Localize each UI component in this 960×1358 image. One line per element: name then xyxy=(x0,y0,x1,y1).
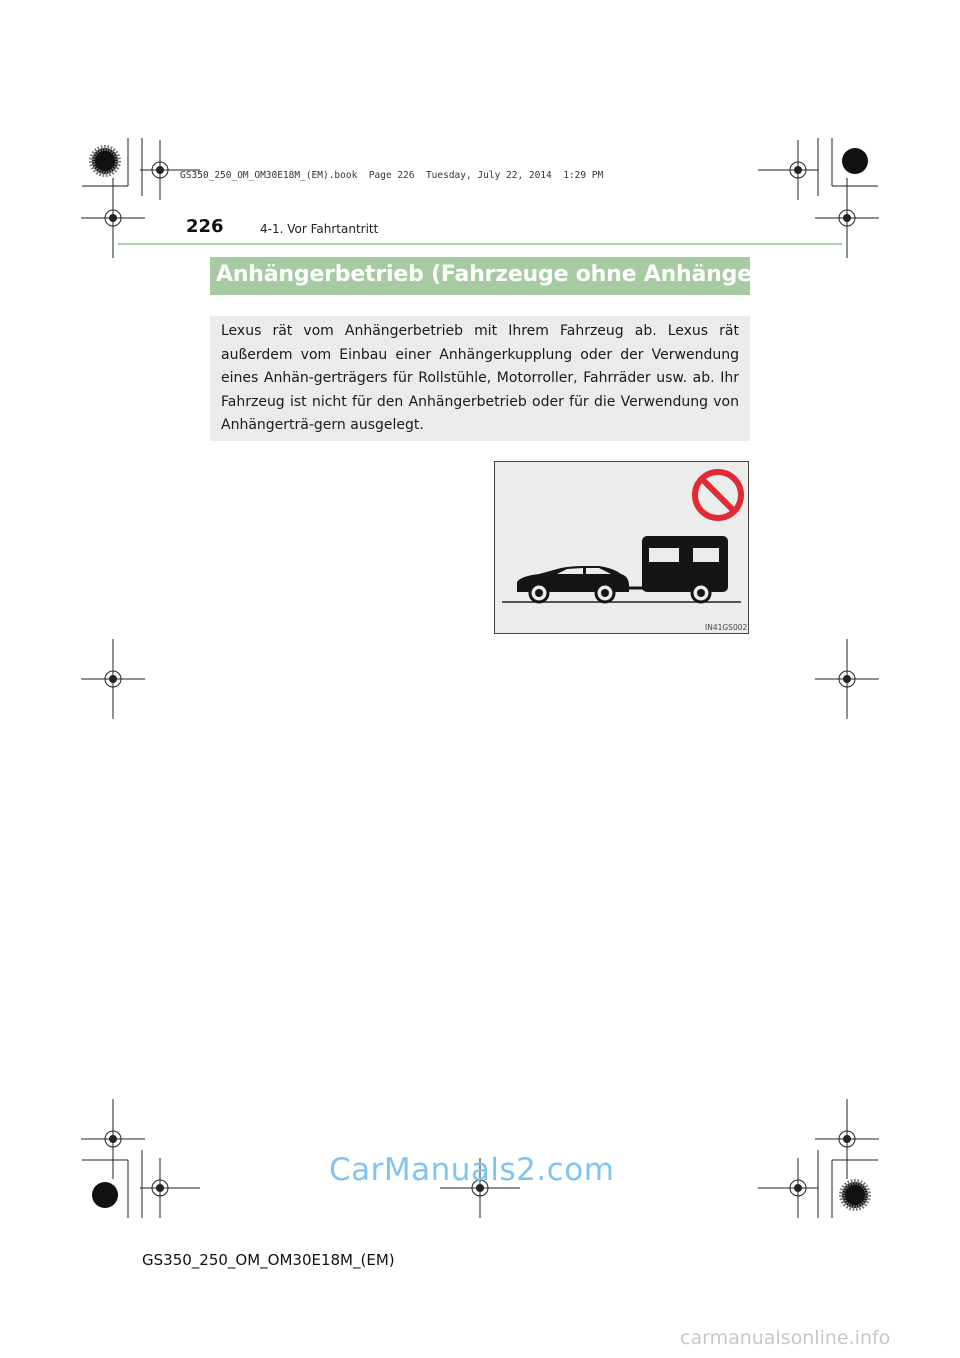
section-title: 4-1. Vor Fahrtantritt xyxy=(260,222,379,236)
color-calibration-icon xyxy=(92,1182,118,1208)
prohibition-icon xyxy=(695,472,741,518)
watermark-site[interactable]: carmanualsonline.info xyxy=(680,1327,891,1349)
page-number: 226 xyxy=(186,216,224,237)
registration-mark-icon xyxy=(758,140,818,200)
car-shape xyxy=(517,566,629,602)
figure xyxy=(494,461,749,634)
document-code: GS350_250_OM_OM30E18M_(EM) xyxy=(142,1251,395,1269)
header-rule xyxy=(118,243,842,245)
figure-code: IN41GS002 xyxy=(705,623,748,632)
registration-mark-icon xyxy=(81,1099,145,1179)
registration-mark-icon xyxy=(140,1158,200,1218)
color-calibration-icon xyxy=(842,148,868,174)
registration-mark-icon xyxy=(815,178,879,258)
book-info: GS350_250_OM_OM30E18M_(EM).book Page 226 Tuesday, July 22, 2014 1:29 PM xyxy=(180,170,604,181)
registration-mark-icon xyxy=(815,1099,879,1179)
color-calibration-icon xyxy=(92,148,118,174)
color-calibration-icon xyxy=(842,1182,868,1208)
trailer-shape xyxy=(625,536,728,602)
body-text: Lexus rät vom Anhängerbetrieb mit Ihrem Fahrzeug ab. Lexus rät außerdem vom Einbau einer Anhängerkupplung oder der Verwendung eines Anhän-gerträgers für Rollstühle, Motorroller, Fahrräder usw. ab. Ihr Fahrzeug ist nicht für den Anhängerbetrieb oder für die Verwendung von Anhängerträ-gern ausgelegt. xyxy=(221,323,739,433)
page-title: Anhängerbetrieb (Fahrzeuge ohne Anhängerpaket) xyxy=(216,262,842,287)
registration-mark-icon xyxy=(758,1158,818,1218)
registration-mark-icon xyxy=(815,639,879,719)
registration-mark-icon xyxy=(81,178,145,258)
car-towing-trailer-illustration xyxy=(495,462,748,633)
watermark-link[interactable]: CarManuals2.com xyxy=(329,1152,615,1188)
registration-mark-icon xyxy=(81,639,145,719)
